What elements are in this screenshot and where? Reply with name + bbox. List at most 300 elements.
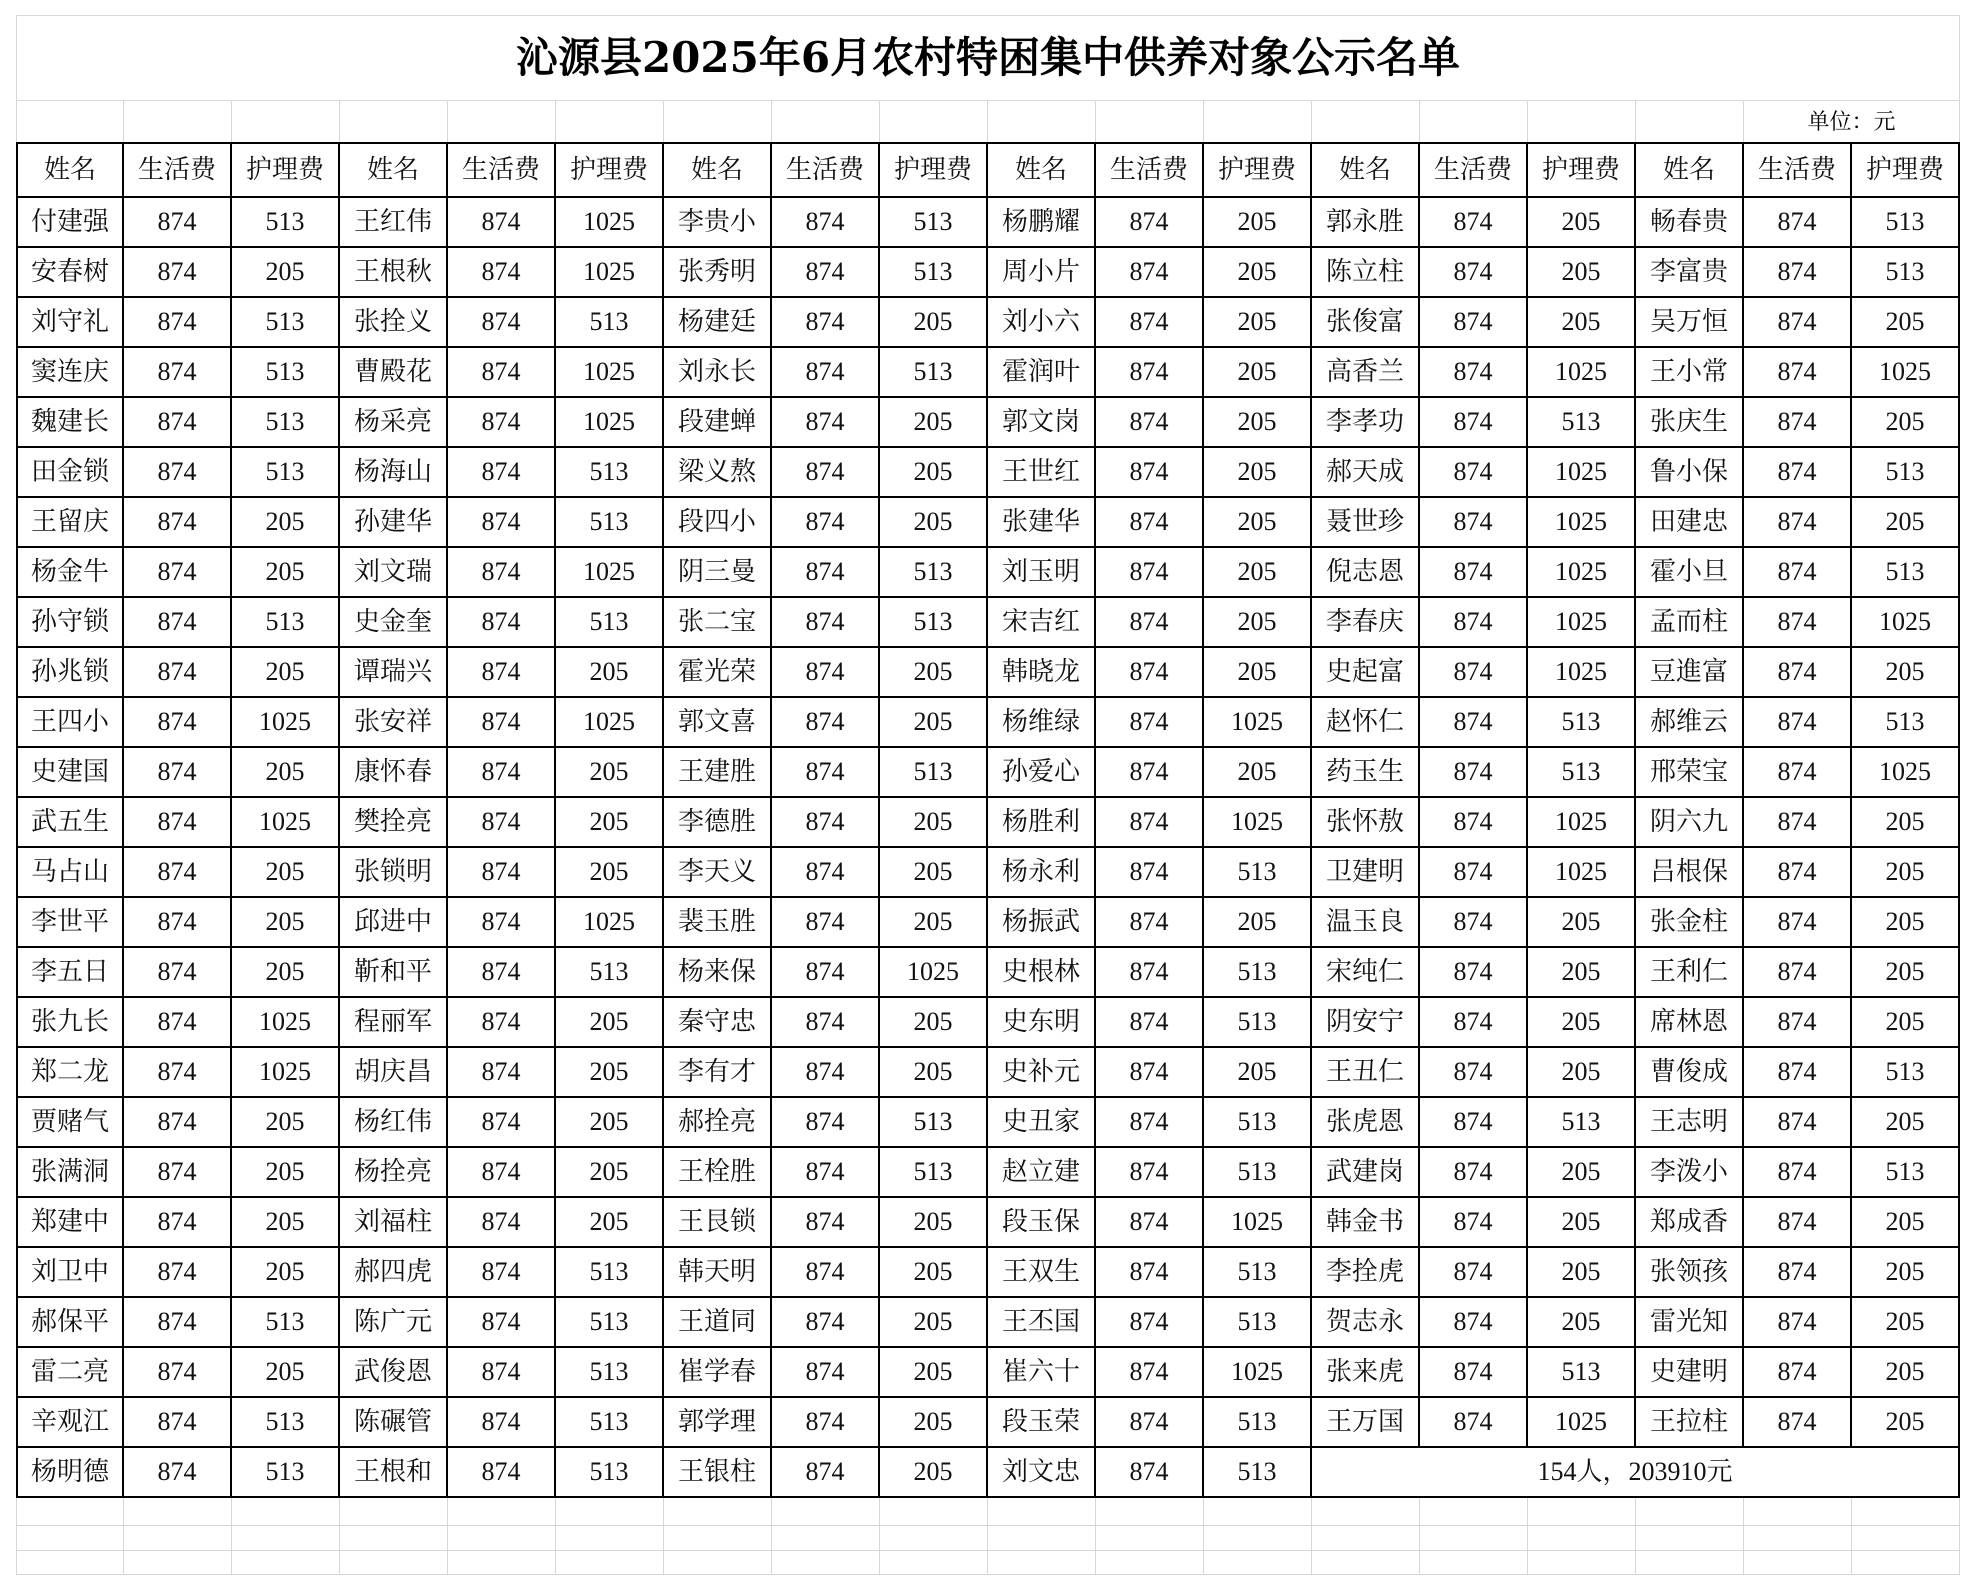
cell-name: 杨振武 — [988, 898, 1096, 948]
cell-living-fee: 874 — [448, 298, 556, 348]
header-care-fee: 护理费 — [1528, 142, 1636, 198]
cell-living-fee: 874 — [124, 1048, 232, 1098]
cell-name: 张俊富 — [1312, 298, 1420, 348]
cell-living-fee: 874 — [1420, 498, 1528, 548]
cell-name: 武五生 — [16, 798, 124, 848]
unit-label: 单位：元 — [1744, 101, 1960, 142]
cell-name: 田建忠 — [1636, 498, 1744, 548]
cell-care-fee: 513 — [880, 598, 988, 648]
empty-cell — [448, 101, 556, 142]
header-living-fee: 生活费 — [1096, 142, 1204, 198]
cell-living-fee: 874 — [1420, 748, 1528, 798]
cell-living-fee: 874 — [1744, 798, 1852, 848]
cell-name: 武俊恩 — [340, 1348, 448, 1398]
cell-living-fee: 874 — [1096, 248, 1204, 298]
summary-total: 154人，203910元 — [1312, 1448, 1960, 1498]
cell-care-fee: 1025 — [1528, 548, 1636, 598]
cell-living-fee: 874 — [772, 348, 880, 398]
cell-living-fee: 874 — [1420, 848, 1528, 898]
cell-care-fee: 205 — [556, 748, 664, 798]
cell-care-fee: 513 — [1204, 1148, 1312, 1198]
cell-name: 李富贵 — [1636, 248, 1744, 298]
cell-care-fee: 205 — [1852, 798, 1960, 848]
cell-care-fee: 1025 — [1528, 498, 1636, 548]
cell-living-fee: 874 — [1744, 1348, 1852, 1398]
cell-name: 张怀敖 — [1312, 798, 1420, 848]
empty-cell — [1312, 101, 1420, 142]
cell-care-fee: 1025 — [556, 398, 664, 448]
cell-name: 卫建明 — [1312, 848, 1420, 898]
cell-living-fee: 874 — [1420, 1198, 1528, 1248]
cell-care-fee: 205 — [1528, 248, 1636, 298]
cell-care-fee: 205 — [1528, 948, 1636, 998]
cell-name: 付建强 — [16, 198, 124, 248]
cell-living-fee: 874 — [772, 548, 880, 598]
cell-name: 李德胜 — [664, 798, 772, 848]
cell-name: 安春树 — [16, 248, 124, 298]
empty-cell — [1744, 1526, 1852, 1551]
cell-name: 赵怀仁 — [1312, 698, 1420, 748]
cell-name: 邱进中 — [340, 898, 448, 948]
cell-name: 王利仁 — [1636, 948, 1744, 998]
cell-name: 倪志恩 — [1312, 548, 1420, 598]
cell-care-fee: 205 — [1852, 1298, 1960, 1348]
cell-name: 阴三曼 — [664, 548, 772, 598]
cell-name: 杨海山 — [340, 448, 448, 498]
cell-care-fee: 513 — [1204, 948, 1312, 998]
cell-name: 雷光知 — [1636, 1298, 1744, 1348]
cell-care-fee: 1025 — [232, 998, 340, 1048]
cell-care-fee: 1025 — [1204, 798, 1312, 848]
cell-care-fee: 205 — [556, 1198, 664, 1248]
cell-name: 霍润叶 — [988, 348, 1096, 398]
empty-cell — [1636, 1498, 1744, 1526]
cell-name: 郝保平 — [16, 1298, 124, 1348]
cell-living-fee: 874 — [124, 198, 232, 248]
cell-name: 王银柱 — [664, 1448, 772, 1498]
cell-care-fee: 513 — [232, 1298, 340, 1348]
cell-name: 霍小旦 — [1636, 548, 1744, 598]
cell-living-fee: 874 — [448, 1398, 556, 1448]
cell-living-fee: 874 — [448, 948, 556, 998]
cell-name: 畅春贵 — [1636, 198, 1744, 248]
cell-care-fee: 205 — [1852, 948, 1960, 998]
cell-living-fee: 874 — [448, 898, 556, 948]
cell-living-fee: 874 — [1096, 1448, 1204, 1498]
cell-living-fee: 874 — [772, 248, 880, 298]
cell-care-fee: 513 — [1852, 448, 1960, 498]
cell-care-fee: 1025 — [556, 248, 664, 298]
header-name: 姓名 — [1312, 142, 1420, 198]
cell-living-fee: 874 — [1420, 1098, 1528, 1148]
cell-living-fee: 874 — [1744, 998, 1852, 1048]
cell-living-fee: 874 — [448, 1098, 556, 1148]
cell-name: 雷二亮 — [16, 1348, 124, 1398]
cell-care-fee: 1025 — [1204, 698, 1312, 748]
cell-care-fee: 205 — [880, 448, 988, 498]
empty-cell — [124, 1526, 232, 1551]
cell-living-fee: 874 — [124, 348, 232, 398]
cell-care-fee: 513 — [880, 348, 988, 398]
cell-care-fee: 205 — [232, 498, 340, 548]
cell-care-fee: 513 — [1852, 1148, 1960, 1198]
cell-name: 梁义熬 — [664, 448, 772, 498]
cell-name: 王小常 — [1636, 348, 1744, 398]
cell-living-fee: 874 — [1744, 548, 1852, 598]
cell-care-fee: 1025 — [556, 348, 664, 398]
empty-cell — [232, 101, 340, 142]
cell-name: 李拴虎 — [1312, 1248, 1420, 1298]
header-name: 姓名 — [664, 142, 772, 198]
cell-name: 张秀明 — [664, 248, 772, 298]
cell-name: 段玉保 — [988, 1198, 1096, 1248]
cell-care-fee: 205 — [1204, 298, 1312, 348]
cell-care-fee: 513 — [232, 598, 340, 648]
cell-name: 李泼小 — [1636, 1148, 1744, 1198]
cell-care-fee: 513 — [556, 298, 664, 348]
cell-name: 郝拴亮 — [664, 1098, 772, 1148]
cell-living-fee: 874 — [772, 1198, 880, 1248]
cell-living-fee: 874 — [1744, 398, 1852, 448]
cell-care-fee: 513 — [1528, 698, 1636, 748]
cell-care-fee: 205 — [1204, 648, 1312, 698]
cell-living-fee: 874 — [772, 948, 880, 998]
cell-living-fee: 874 — [1744, 1398, 1852, 1448]
cell-care-fee: 205 — [1852, 498, 1960, 548]
cell-name: 孟而柱 — [1636, 598, 1744, 648]
cell-care-fee: 1025 — [556, 198, 664, 248]
cell-living-fee: 874 — [1420, 898, 1528, 948]
cell-care-fee: 205 — [1852, 1348, 1960, 1398]
empty-cell — [988, 1526, 1096, 1551]
empty-cell — [772, 1551, 880, 1575]
cell-living-fee: 874 — [448, 198, 556, 248]
cell-living-fee: 874 — [124, 1248, 232, 1298]
cell-name: 孙兆锁 — [16, 648, 124, 698]
cell-care-fee: 513 — [556, 1298, 664, 1348]
cell-name: 胡庆昌 — [340, 1048, 448, 1098]
cell-living-fee: 874 — [448, 598, 556, 648]
cell-living-fee: 874 — [124, 498, 232, 548]
cell-care-fee: 1025 — [1528, 598, 1636, 648]
cell-care-fee: 205 — [1204, 398, 1312, 448]
cell-living-fee: 874 — [124, 1398, 232, 1448]
cell-living-fee: 874 — [1096, 1148, 1204, 1198]
cell-name: 郭永胜 — [1312, 198, 1420, 248]
empty-cell — [664, 1526, 772, 1551]
cell-living-fee: 874 — [1096, 448, 1204, 498]
empty-cell — [1312, 1551, 1420, 1575]
empty-cell — [1636, 1551, 1744, 1575]
empty-cell — [664, 101, 772, 142]
cell-name: 韩晓龙 — [988, 648, 1096, 698]
cell-care-fee: 205 — [880, 798, 988, 848]
cell-name: 张拴义 — [340, 298, 448, 348]
cell-care-fee: 205 — [1528, 1048, 1636, 1098]
cell-name: 张虎恩 — [1312, 1098, 1420, 1148]
cell-living-fee: 874 — [772, 898, 880, 948]
cell-care-fee: 1025 — [232, 1048, 340, 1098]
cell-name: 宋吉红 — [988, 598, 1096, 648]
cell-living-fee: 874 — [448, 348, 556, 398]
cell-name: 谭瑞兴 — [340, 648, 448, 698]
cell-name: 王红伟 — [340, 198, 448, 248]
empty-cell — [1852, 1498, 1960, 1526]
cell-care-fee: 205 — [880, 298, 988, 348]
cell-living-fee: 874 — [1096, 698, 1204, 748]
cell-living-fee: 874 — [448, 698, 556, 748]
cell-care-fee: 205 — [232, 1198, 340, 1248]
cell-living-fee: 874 — [772, 598, 880, 648]
empty-cell — [16, 101, 124, 142]
cell-name: 张领孩 — [1636, 1248, 1744, 1298]
empty-cell — [1096, 1498, 1204, 1526]
cell-care-fee: 205 — [880, 1048, 988, 1098]
cell-living-fee: 874 — [448, 1348, 556, 1398]
cell-living-fee: 874 — [772, 698, 880, 748]
cell-care-fee: 205 — [232, 1248, 340, 1298]
cell-living-fee: 874 — [1096, 398, 1204, 448]
cell-name: 魏建长 — [16, 398, 124, 448]
cell-living-fee: 874 — [1420, 1248, 1528, 1298]
empty-cell — [232, 1526, 340, 1551]
cell-name: 杨建廷 — [664, 298, 772, 348]
cell-name: 杨采亮 — [340, 398, 448, 448]
cell-living-fee: 874 — [1420, 948, 1528, 998]
cell-living-fee: 874 — [772, 998, 880, 1048]
cell-name: 豆進富 — [1636, 648, 1744, 698]
cell-care-fee: 205 — [1204, 348, 1312, 398]
cell-name: 史根林 — [988, 948, 1096, 998]
cell-living-fee: 874 — [772, 1248, 880, 1298]
cell-name: 刘守礼 — [16, 298, 124, 348]
cell-name: 王双生 — [988, 1248, 1096, 1298]
empty-cell — [1420, 1551, 1528, 1575]
cell-name: 张庆生 — [1636, 398, 1744, 448]
empty-cell — [988, 1551, 1096, 1575]
cell-living-fee: 874 — [124, 1148, 232, 1198]
cell-name: 段建蝉 — [664, 398, 772, 448]
cell-living-fee: 874 — [1420, 1298, 1528, 1348]
cell-living-fee: 874 — [1096, 648, 1204, 698]
empty-cell — [16, 1551, 124, 1575]
cell-name: 阴安宁 — [1312, 998, 1420, 1048]
cell-name: 郑二龙 — [16, 1048, 124, 1098]
empty-cell — [1528, 101, 1636, 142]
cell-name: 刘卫中 — [16, 1248, 124, 1298]
empty-cell — [556, 101, 664, 142]
cell-name: 刘文瑞 — [340, 548, 448, 598]
cell-living-fee: 874 — [772, 298, 880, 348]
cell-name: 张来虎 — [1312, 1348, 1420, 1398]
cell-name: 温玉良 — [1312, 898, 1420, 948]
empty-cell — [1204, 1498, 1312, 1526]
cell-living-fee: 874 — [448, 448, 556, 498]
header-living-fee: 生活费 — [1744, 142, 1852, 198]
empty-cell — [1312, 1498, 1420, 1526]
cell-living-fee: 874 — [124, 898, 232, 948]
cell-living-fee: 874 — [772, 1348, 880, 1398]
cell-name: 韩金书 — [1312, 1198, 1420, 1248]
cell-name: 王志明 — [1636, 1098, 1744, 1148]
empty-cell — [16, 1526, 124, 1551]
cell-name: 李世平 — [16, 898, 124, 948]
cell-living-fee: 874 — [1744, 898, 1852, 948]
cell-living-fee: 874 — [124, 598, 232, 648]
cell-living-fee: 874 — [1744, 448, 1852, 498]
cell-living-fee: 874 — [1744, 1098, 1852, 1148]
cell-name: 王丕国 — [988, 1298, 1096, 1348]
cell-care-fee: 513 — [232, 398, 340, 448]
cell-name: 崔六十 — [988, 1348, 1096, 1398]
cell-living-fee: 874 — [1096, 298, 1204, 348]
empty-cell — [340, 1526, 448, 1551]
cell-care-fee: 205 — [1204, 898, 1312, 948]
cell-living-fee: 874 — [124, 448, 232, 498]
cell-care-fee: 1025 — [1204, 1198, 1312, 1248]
cell-name: 鲁小保 — [1636, 448, 1744, 498]
cell-name: 周小片 — [988, 248, 1096, 298]
cell-living-fee: 874 — [1744, 748, 1852, 798]
cell-care-fee: 205 — [232, 1348, 340, 1398]
cell-living-fee: 874 — [772, 198, 880, 248]
cell-care-fee: 205 — [556, 1148, 664, 1198]
cell-care-fee: 513 — [556, 498, 664, 548]
header-name: 姓名 — [340, 142, 448, 198]
empty-cell — [1420, 1526, 1528, 1551]
header-care-fee: 护理费 — [1204, 142, 1312, 198]
cell-name: 宋纯仁 — [1312, 948, 1420, 998]
cell-living-fee: 874 — [1096, 998, 1204, 1048]
cell-name: 郑建中 — [16, 1198, 124, 1248]
cell-name: 史建明 — [1636, 1348, 1744, 1398]
cell-living-fee: 874 — [124, 948, 232, 998]
empty-cell — [556, 1498, 664, 1526]
header-living-fee: 生活费 — [124, 142, 232, 198]
cell-name: 陈碾管 — [340, 1398, 448, 1448]
cell-living-fee: 874 — [1096, 348, 1204, 398]
cell-name: 王建胜 — [664, 748, 772, 798]
cell-care-fee: 513 — [880, 748, 988, 798]
cell-name: 张满洞 — [16, 1148, 124, 1198]
empty-cell — [1528, 1498, 1636, 1526]
cell-care-fee: 1025 — [1528, 448, 1636, 498]
cell-living-fee: 874 — [1744, 1148, 1852, 1198]
cell-name: 史金奎 — [340, 598, 448, 648]
cell-care-fee: 205 — [1204, 1048, 1312, 1098]
cell-living-fee: 874 — [1744, 298, 1852, 348]
cell-living-fee: 874 — [1744, 248, 1852, 298]
empty-cell — [772, 1498, 880, 1526]
cell-living-fee: 874 — [772, 1048, 880, 1098]
empty-cell — [232, 1498, 340, 1526]
cell-care-fee: 205 — [1852, 898, 1960, 948]
cell-living-fee: 874 — [124, 648, 232, 698]
cell-name: 田金锁 — [16, 448, 124, 498]
cell-care-fee: 1025 — [556, 698, 664, 748]
cell-living-fee: 874 — [1420, 248, 1528, 298]
cell-care-fee: 205 — [880, 998, 988, 1048]
cell-living-fee: 874 — [772, 498, 880, 548]
cell-living-fee: 874 — [1096, 948, 1204, 998]
empty-cell — [448, 1498, 556, 1526]
cell-care-fee: 513 — [880, 1148, 988, 1198]
cell-care-fee: 513 — [232, 348, 340, 398]
cell-name: 王世红 — [988, 448, 1096, 498]
cell-name: 马占山 — [16, 848, 124, 898]
cell-living-fee: 874 — [448, 998, 556, 1048]
empty-cell — [880, 1526, 988, 1551]
cell-name: 段玉荣 — [988, 1398, 1096, 1448]
cell-name: 李五日 — [16, 948, 124, 998]
empty-cell — [340, 1551, 448, 1575]
cell-care-fee: 513 — [556, 1398, 664, 1448]
cell-care-fee: 513 — [232, 1448, 340, 1498]
cell-name: 王拉柱 — [1636, 1398, 1744, 1448]
empty-cell — [1420, 101, 1528, 142]
cell-name: 刘小六 — [988, 298, 1096, 348]
cell-name: 刘福柱 — [340, 1198, 448, 1248]
cell-living-fee: 874 — [1096, 848, 1204, 898]
cell-care-fee: 1025 — [1852, 598, 1960, 648]
cell-name: 孙建华 — [340, 498, 448, 548]
cell-living-fee: 874 — [772, 1398, 880, 1448]
cell-care-fee: 513 — [232, 198, 340, 248]
cell-name: 张金柱 — [1636, 898, 1744, 948]
cell-care-fee: 513 — [556, 948, 664, 998]
cell-name: 聂世珍 — [1312, 498, 1420, 548]
cell-care-fee: 205 — [556, 1098, 664, 1148]
cell-name: 吴万恒 — [1636, 298, 1744, 348]
cell-living-fee: 874 — [124, 998, 232, 1048]
cell-care-fee: 205 — [1204, 448, 1312, 498]
cell-care-fee: 205 — [1204, 248, 1312, 298]
empty-cell — [1528, 1526, 1636, 1551]
cell-care-fee: 205 — [1528, 1248, 1636, 1298]
cell-care-fee: 1025 — [1852, 748, 1960, 798]
cell-care-fee: 205 — [880, 398, 988, 448]
empty-cell — [1204, 101, 1312, 142]
cell-care-fee: 205 — [556, 998, 664, 1048]
cell-living-fee: 874 — [124, 1348, 232, 1398]
cell-name: 史建国 — [16, 748, 124, 798]
cell-care-fee: 205 — [1852, 1398, 1960, 1448]
cell-living-fee: 874 — [448, 548, 556, 598]
cell-name: 刘永长 — [664, 348, 772, 398]
cell-care-fee: 205 — [556, 1048, 664, 1098]
cell-care-fee: 205 — [232, 1098, 340, 1148]
cell-living-fee: 874 — [448, 398, 556, 448]
cell-name: 席林恩 — [1636, 998, 1744, 1048]
cell-care-fee: 205 — [556, 848, 664, 898]
cell-care-fee: 205 — [1852, 1248, 1960, 1298]
cell-care-fee: 205 — [1852, 998, 1960, 1048]
cell-living-fee: 874 — [448, 748, 556, 798]
cell-care-fee: 205 — [880, 848, 988, 898]
cell-living-fee: 874 — [448, 648, 556, 698]
cell-living-fee: 874 — [124, 798, 232, 848]
cell-care-fee: 513 — [556, 1248, 664, 1298]
empty-cell — [1636, 1526, 1744, 1551]
cell-care-fee: 205 — [880, 898, 988, 948]
cell-living-fee: 874 — [124, 848, 232, 898]
cell-name: 陈立柱 — [1312, 248, 1420, 298]
cell-care-fee: 513 — [556, 448, 664, 498]
cell-care-fee: 513 — [1852, 698, 1960, 748]
empty-cell — [880, 101, 988, 142]
cell-care-fee: 513 — [556, 1448, 664, 1498]
cell-care-fee: 513 — [1528, 1348, 1636, 1398]
